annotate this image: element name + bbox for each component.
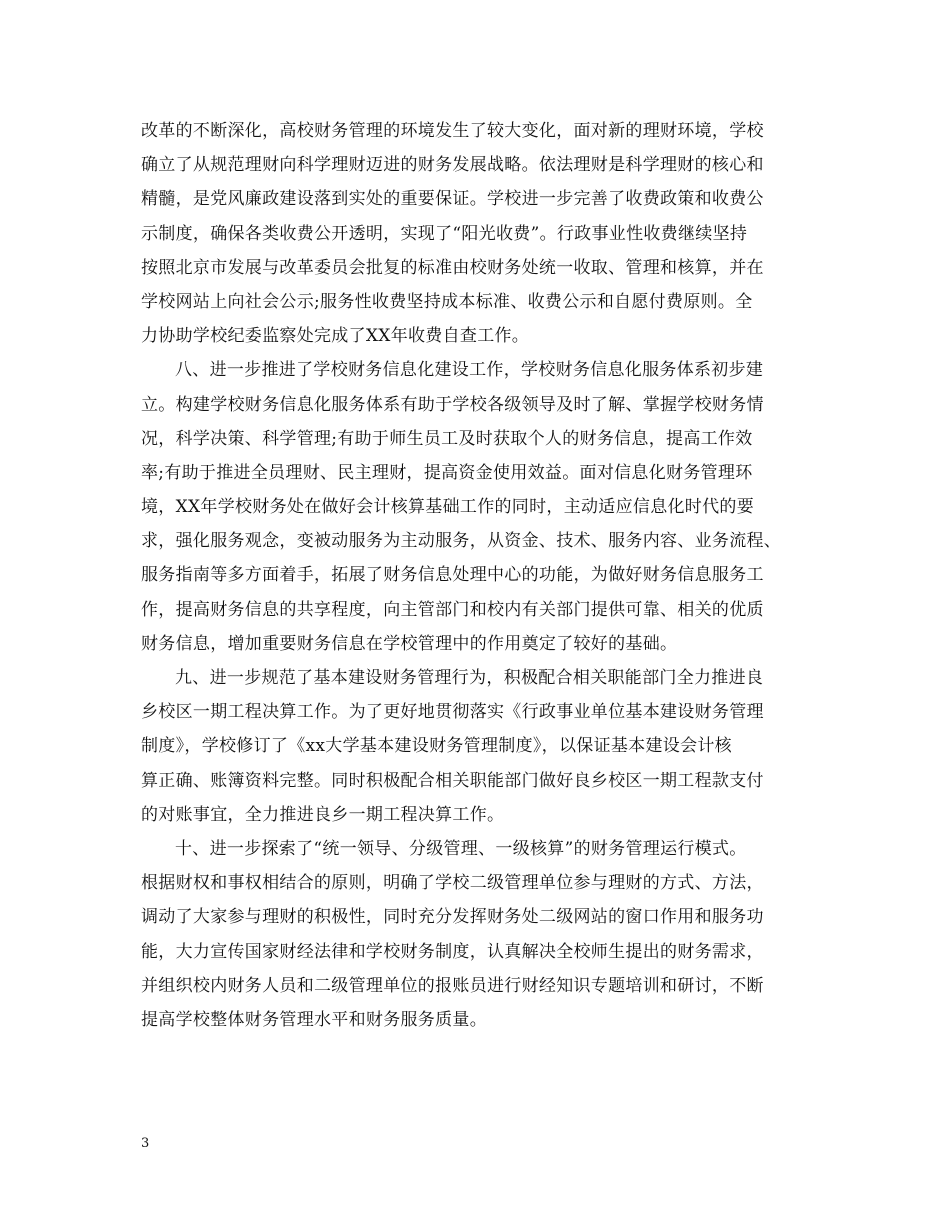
text-line: 能，大力宣传国家财经法律和学校财务制度，认真解决全校师生提出的财务需求， xyxy=(141,941,764,962)
page-number: 3 xyxy=(141,1136,150,1151)
paragraph xyxy=(141,661,821,832)
paragraph xyxy=(141,353,821,661)
text-line: 服务指南等多方面着手，拓展了财务信息处理中心的功能，为做好财务信息服务工 xyxy=(141,565,764,586)
text-line: 十、进一步探索了“统一领导、分级管理、一级核算”的财务管理运行模式。 xyxy=(175,838,747,859)
text-line: 确立了从规范理财向科学理财迈进的财务发展战略。依法理财是科学理财的核心和 xyxy=(141,155,764,176)
document-body xyxy=(141,114,821,1037)
text-line: 按照北京市发展与改革委员会批复的标准由校财务处统一收取、管理和核算，并在 xyxy=(141,257,764,278)
text-line: 财务信息，增加重要财务信息在学校管理中的作用奠定了较好的基础。 xyxy=(141,633,678,654)
text-line: 的对账事宜，全力推进良乡一期工程决算工作。 xyxy=(141,804,505,825)
text-line: 率;有助于推进全员理财、民主理财，提高资金使用效益。面对信息化财务管理环 xyxy=(141,462,753,483)
text-line: 改革的不断深化，高校财务管理的环境发生了较大变化，面对新的理财环境，学校 xyxy=(141,121,764,141)
text-line: 提高学校整体财务管理水平和财务服务质量。 xyxy=(141,1009,487,1030)
text-line: 并组织校内财务人员和二级管理单位的报账员进行财经知识专题培训和研讨，不断 xyxy=(141,975,764,996)
text-line: 乡校区一期工程决算工作。为了更好地贯彻落实《行政事业单位基本建设财务管理 xyxy=(141,702,764,723)
paragraph xyxy=(141,114,821,353)
text-line: 立。构建学校财务信息化服务体系有助于学校各级领导及时了解、掌握学校财务情 xyxy=(141,394,764,415)
text-line: 调动了大家参与理财的积极性，同时充分发挥财务处二级网站的窗口作用和服务功 xyxy=(141,907,764,928)
text-line: 算正确、账簿资料完整。同时积极配合相关职能部门做好良乡校区一期工程款支付 xyxy=(141,770,764,791)
text-line: 况，科学决策、科学管理;有助于师生员工及时获取个人的财务信息，提高工作效 xyxy=(141,428,753,449)
text-line: 制度》，学校修订了《xx大学基本建设财务管理制度》，以保证基本建设会计核 xyxy=(141,736,732,757)
text-line: 精髓，是党风廉政建设落到实处的重要保证。学校进一步完善了收费政策和收费公 xyxy=(141,189,764,210)
text-line: 力协助学校纪委监察处完成了XX年收费自查工作。 xyxy=(141,326,530,347)
text-line: 根据财权和事权相结合的原则，明确了学校二级管理单位参与理财的方式、方法， xyxy=(141,873,764,894)
text-line: 求，强化服务观念，变被动服务为主动服务，从资金、技术、服务内容、业务流程、 xyxy=(141,531,782,552)
text-line: 示制度，确保各类收费公开透明，实现了“阳光收费”。行政事业性收费继续坚持 xyxy=(141,223,748,244)
text-line: 作，提高财务信息的共享程度，向主管部门和校内有关部门提供可靠、相关的优质 xyxy=(141,599,764,620)
text-line: 境，XX年学校财务处在做好会计核算基础工作的同时，主动适应信息化时代的要 xyxy=(141,497,755,518)
text-line: 八、进一步推进了学校财务信息化建设工作，学校财务信息化服务体系初步建 xyxy=(175,360,764,381)
text-line: 学校网站上向社会公示;服务性收费坚持成本标准、收费公示和自愿付费原则。全 xyxy=(141,291,753,312)
text-line: 九、进一步规范了基本建设财务管理行为，积极配合相关职能部门全力推进良 xyxy=(175,668,764,688)
paragraph xyxy=(141,832,821,1037)
